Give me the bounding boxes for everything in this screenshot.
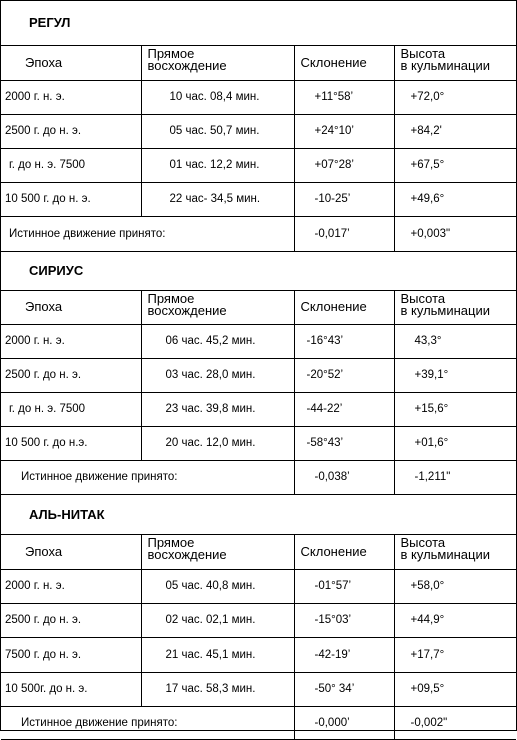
epoch-cell: 10 500 г. до н.э. xyxy=(1,426,141,460)
table-row xyxy=(1,324,516,358)
true-motion-altitude: -1,211" xyxy=(394,460,516,494)
right-ascension-cell: 02 час. 02,1 мин. xyxy=(141,603,294,637)
declination-cell: +24°10’ xyxy=(294,114,394,148)
epoch-cell: 2500 г. до н. э. xyxy=(1,603,141,637)
table-row xyxy=(1,392,516,426)
declination-cell: +11°58’ xyxy=(294,80,394,114)
column-header-row xyxy=(1,45,516,80)
header-epoch: Эпоха xyxy=(1,45,141,80)
table-row xyxy=(1,80,516,114)
true-motion-declination: -0,038’ xyxy=(294,460,394,494)
altitude-cell: +17,7° xyxy=(394,637,516,672)
right-ascension-cell: 05 час. 40,8 мин. xyxy=(141,569,294,603)
right-ascension-cell: 01 час. 12,2 мин. xyxy=(141,148,294,182)
altitude-cell: +58,0° xyxy=(394,569,516,603)
declination-cell: -16°43’ xyxy=(294,324,394,358)
header-declination: Склонение xyxy=(294,534,394,569)
epoch-cell: 2000 г. н. э. xyxy=(1,324,141,358)
true-motion-altitude: -0,002" xyxy=(394,706,516,739)
right-ascension-cell: 17 час. 58,3 мин. xyxy=(141,672,294,706)
right-ascension-cell: 20 час. 12,0 мин. xyxy=(141,426,294,460)
section-title-row xyxy=(1,494,516,534)
altitude-cell: +84,2' xyxy=(394,114,516,148)
declination-cell: -15°03’ xyxy=(294,603,394,637)
altitude-cell: +44,9° xyxy=(394,603,516,637)
table-row xyxy=(1,358,516,392)
header-altitude: Высота в кульминации xyxy=(394,534,516,569)
declination-cell: -10-25’ xyxy=(294,182,394,216)
altitude-cell: +15,6° xyxy=(394,392,516,426)
right-ascension-cell: 03 час. 28,0 мин. xyxy=(141,358,294,392)
altitude-cell: +01,6° xyxy=(394,426,516,460)
declination-cell: -01°57’ xyxy=(294,569,394,603)
declination-cell: -42-19’ xyxy=(294,637,394,672)
declination-cell: -50° 34’ xyxy=(294,672,394,706)
epoch-cell: 2500 г. до н. э. xyxy=(1,114,141,148)
true-motion-declination: -0,017’ xyxy=(294,216,394,251)
header-right-ascension: Прямое восхождение xyxy=(141,534,294,569)
star-table xyxy=(1,1,516,740)
header-epoch: Эпоха xyxy=(1,290,141,324)
section-title-row xyxy=(1,251,516,290)
altitude-cell: +49,6° xyxy=(394,182,516,216)
column-header-row xyxy=(1,290,516,324)
right-ascension-cell: 23 час. 39,8 мин. xyxy=(141,392,294,426)
altitude-cell: +39,1° xyxy=(394,358,516,392)
epoch-cell: г. до н. э. 7500 xyxy=(1,148,141,182)
header-epoch: Эпоха xyxy=(1,534,141,569)
table-row xyxy=(1,114,516,148)
true-motion-row xyxy=(1,706,516,739)
header-altitude: Высота в кульминации xyxy=(394,290,516,324)
table-row xyxy=(1,426,516,460)
header-declination: Склонение xyxy=(294,290,394,324)
header-declination: Склонение xyxy=(294,45,394,80)
right-ascension-cell: 21 час. 45,1 мин. xyxy=(141,637,294,672)
table-body xyxy=(1,1,516,739)
table-row xyxy=(1,637,516,672)
true-motion-row xyxy=(1,460,516,494)
true-motion-label: Истинное движение принято: xyxy=(1,706,294,739)
declination-cell: -58°43’ xyxy=(294,426,394,460)
altitude-cell: +72,0° xyxy=(394,80,516,114)
table-row xyxy=(1,603,516,637)
epoch-cell: 7500 г. до н. э. xyxy=(1,637,141,672)
true-motion-declination: -0,000’ xyxy=(294,706,394,739)
true-motion-label: Истинное движение принято: xyxy=(1,216,294,251)
altitude-cell: +67,5° xyxy=(394,148,516,182)
altitude-cell: 43,3° xyxy=(394,324,516,358)
declination-cell: +07°28’ xyxy=(294,148,394,182)
epoch-cell: 2500 г. до н. э. xyxy=(1,358,141,392)
column-header-row xyxy=(1,534,516,569)
epoch-cell: г. до н. э. 7500 xyxy=(1,392,141,426)
header-right-ascension: Прямое восхождение xyxy=(141,45,294,80)
table-row xyxy=(1,569,516,603)
section-title: РЕГУЛ xyxy=(1,1,516,45)
declination-cell: -20°52’ xyxy=(294,358,394,392)
table-row xyxy=(1,148,516,182)
table-row xyxy=(1,672,516,706)
header-altitude: Высота в кульминации xyxy=(394,45,516,80)
header-right-ascension: Прямое восхождение xyxy=(141,290,294,324)
true-motion-label: Истинное движение принято: xyxy=(1,460,294,494)
right-ascension-cell: 22 час- 34,5 мин. xyxy=(141,182,294,216)
right-ascension-cell: 05 час. 50,7 мин. xyxy=(141,114,294,148)
section-title: СИРИУС xyxy=(1,251,516,290)
epoch-cell: 2000 г. н. э. xyxy=(1,80,141,114)
section-title: АЛЬ-НИТАК xyxy=(1,494,516,534)
section-title-row xyxy=(1,1,516,45)
right-ascension-cell: 10 час. 08,4 мин. xyxy=(141,80,294,114)
true-motion-altitude: +0,003" xyxy=(394,216,516,251)
epoch-cell: 2000 г. н. э. xyxy=(1,569,141,603)
right-ascension-cell: 06 час. 45,2 мин. xyxy=(141,324,294,358)
true-motion-row xyxy=(1,216,516,251)
epoch-cell: 10 500 г. до н. э. xyxy=(1,182,141,216)
epoch-cell: 10 500г. до н. э. xyxy=(1,672,141,706)
declination-cell: -44-22’ xyxy=(294,392,394,426)
table-row xyxy=(1,182,516,216)
altitude-cell: +09,5° xyxy=(394,672,516,706)
